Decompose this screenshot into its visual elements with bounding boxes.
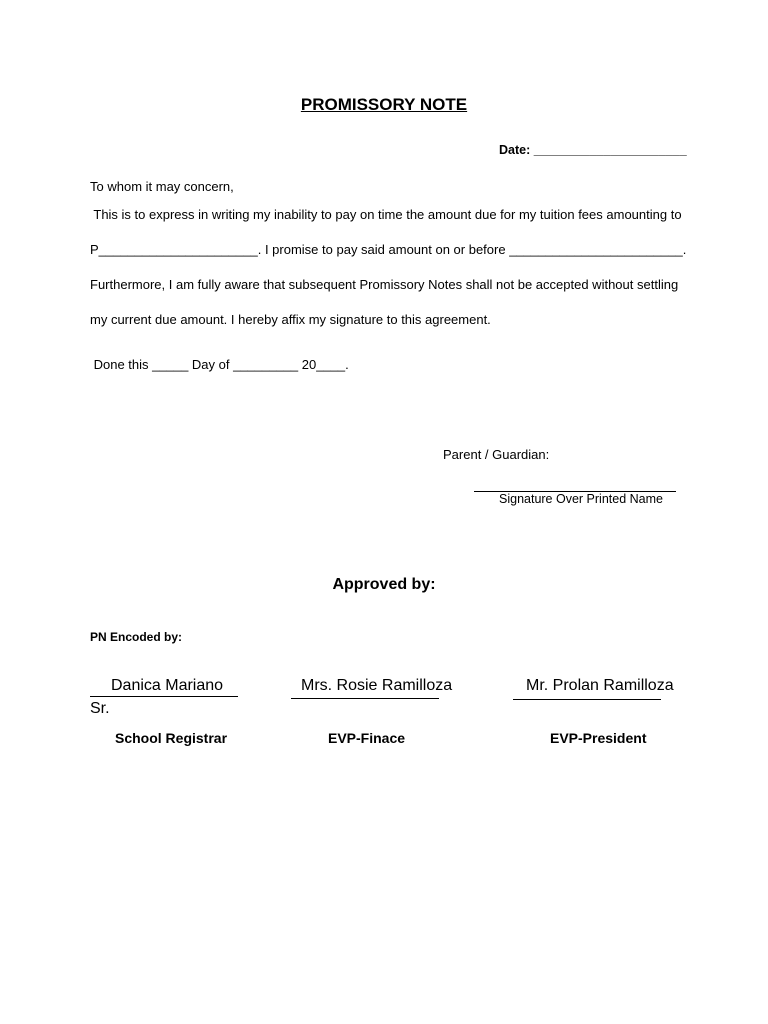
- body-line-3: Furthermore, I am fully aware that subsequent Promissory Notes shall not be accepted without settling: [90, 277, 679, 292]
- signatory-name-president: Mr. Prolan Ramilloza: [526, 677, 674, 694]
- signatory-name-registrar: Danica Mariano: [111, 677, 224, 694]
- registrar-name-line: [90, 696, 238, 697]
- pn-encoded-label: PN Encoded by:: [90, 630, 183, 644]
- evp-finance-name-line: [291, 698, 439, 699]
- signatory-role-evp-finance: EVP-Finace: [328, 730, 406, 746]
- parent-guardian-label: Parent / Guardian:: [443, 447, 550, 462]
- body-line-4: my current due amount. I hereby affix my signature to this agreement.: [90, 312, 491, 327]
- signatory-role-registrar: School Registrar: [115, 730, 228, 746]
- body-line-2: P______________________. I promise to pay said amount on or before ________________________.: [90, 242, 687, 257]
- signatory-role-president: EVP-President: [550, 730, 647, 746]
- salutation: To whom it may concern,: [90, 179, 234, 194]
- done-line: Done this _____ Day of _________ 20____.: [90, 357, 349, 372]
- signatory-suffix-registrar: Sr.: [90, 700, 110, 717]
- approved-by-heading: Approved by:: [332, 576, 436, 593]
- date-line: Date: ______________________: [499, 143, 687, 157]
- president-name-line: [513, 699, 661, 700]
- document-title: PROMISSORY NOTE: [300, 95, 468, 114]
- signature-caption: Signature Over Printed Name: [499, 492, 663, 506]
- body-line-1: This is to express in writing my inability to pay on time the amount due for my tuition fees amounting to: [90, 207, 682, 222]
- signatory-name-evp-finance: Mrs. Rosie Ramilloza: [301, 677, 453, 694]
